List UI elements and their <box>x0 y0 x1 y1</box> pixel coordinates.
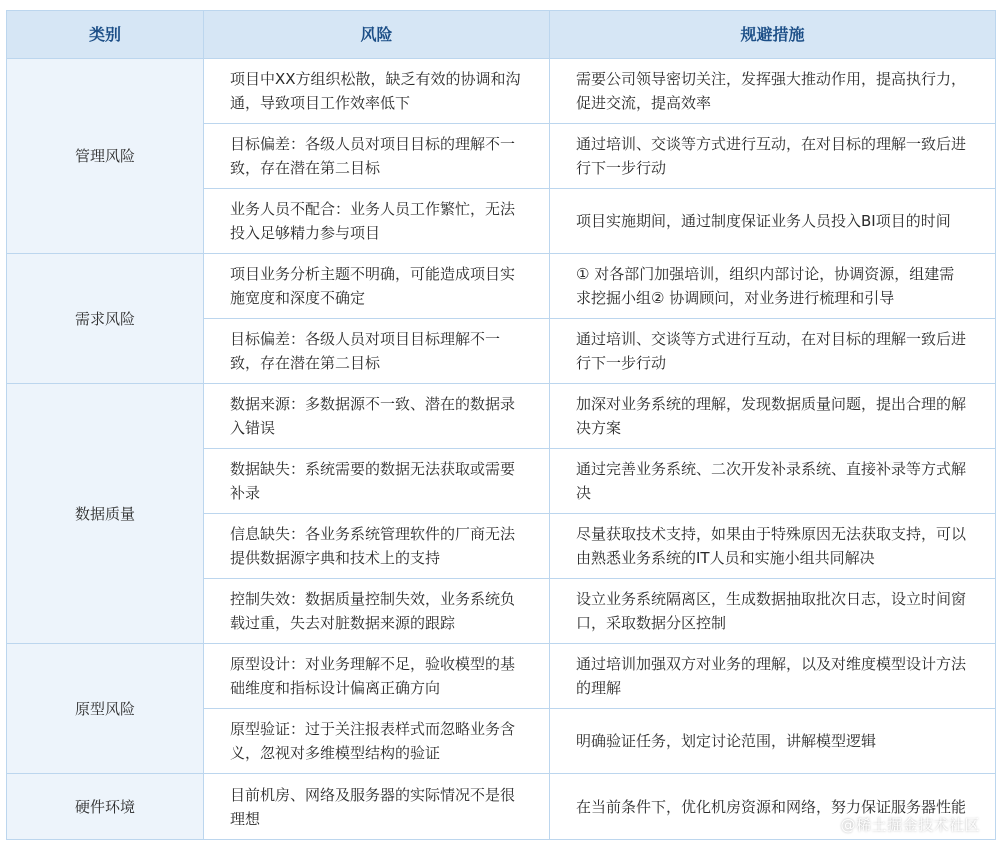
category-cell: 硬件环境 <box>7 774 204 840</box>
mitigation-cell: ① 对各部门加强培训，组织内部讨论，协调资源，组建需求挖掘小组② 协调顾问，对业务进行梳理和引导 <box>550 254 996 319</box>
mitigation-cell: 需要公司领导密切关注，发挥强大推动作用，提高执行力，促进交流，提高效率 <box>550 59 996 124</box>
mitigation-cell: 通过培训加强双方对业务的理解，以及对维度模型设计方法的理解 <box>550 644 996 709</box>
risk-cell: 目前机房、网络及服务器的实际情况不是很理想 <box>204 774 550 840</box>
risk-cell: 项目中XX方组织松散，缺乏有效的协调和沟通，导致项目工作效率低下 <box>204 59 550 124</box>
category-cell: 数据质量 <box>7 384 204 644</box>
header-row <box>7 11 996 59</box>
mitigation-cell: 通过培训、交谈等方式进行互动，在对目标的理解一致后进行下一步行动 <box>550 319 996 384</box>
table-row <box>7 59 996 124</box>
risk-cell: 项目业务分析主题不明确，可能造成项目实施宽度和深度不确定 <box>204 254 550 319</box>
header-category: 类别 <box>7 11 204 59</box>
header-mitigation: 规避措施 <box>550 11 996 59</box>
risk-cell: 控制失效：数据质量控制失效，业务系统负载过重，失去对脏数据来源的跟踪 <box>204 579 550 644</box>
mitigation-cell: 项目实施期间，通过制度保证业务人员投入BI项目的时间 <box>550 189 996 254</box>
risk-cell: 目标偏差：各级人员对项目目标理解不一致，存在潜在第二目标 <box>204 319 550 384</box>
mitigation-cell: 通过完善业务系统、二次开发补录系统、直接补录等方式解决 <box>550 449 996 514</box>
risk-cell: 数据来源：多数据源不一致、潜在的数据录入错误 <box>204 384 550 449</box>
risk-cell: 信息缺失：各业务系统管理软件的厂商无法提供数据源字典和技术上的支持 <box>204 514 550 579</box>
table-row <box>7 644 996 709</box>
risk-cell: 原型验证：过于关注报表样式而忽略业务含义，忽视对多维模型结构的验证 <box>204 709 550 774</box>
table-row <box>7 254 996 319</box>
risk-cell: 原型设计：对业务理解不足，验收模型的基础维度和指标设计偏离正确方向 <box>204 644 550 709</box>
category-cell: 原型风险 <box>7 644 204 774</box>
mitigation-cell: 明确验证任务，划定讨论范围，讲解模型逻辑 <box>550 709 996 774</box>
mitigation-cell: 设立业务系统隔离区，生成数据抽取批次日志，设立时间窗口，采取数据分区控制 <box>550 579 996 644</box>
category-cell: 管理风险 <box>7 59 204 254</box>
risk-table <box>6 10 996 840</box>
category-cell: 需求风险 <box>7 254 204 384</box>
risk-cell: 目标偏差：各级人员对项目目标的理解不一致，存在潜在第二目标 <box>204 124 550 189</box>
mitigation-cell: 尽量获取技术支持，如果由于特殊原因无法获取支持，可以由熟悉业务系统的IT人员和实施小组共同解决 <box>550 514 996 579</box>
table-row <box>7 384 996 449</box>
mitigation-cell: 通过培训、交谈等方式进行互动，在对目标的理解一致后进行下一步行动 <box>550 124 996 189</box>
mitigation-cell: 在当前条件下，优化机房资源和网络，努力保证服务器性能 <box>550 774 996 840</box>
risk-cell: 数据缺失：系统需要的数据无法获取或需要补录 <box>204 449 550 514</box>
watermark: @稀土掘金技术社区 <box>840 816 980 834</box>
header-risk: 风险 <box>204 11 550 59</box>
mitigation-cell: 加深对业务系统的理解，发现数据质量问题，提出合理的解决方案 <box>550 384 996 449</box>
risk-cell: 业务人员不配合：业务人员工作繁忙，无法投入足够精力参与项目 <box>204 189 550 254</box>
